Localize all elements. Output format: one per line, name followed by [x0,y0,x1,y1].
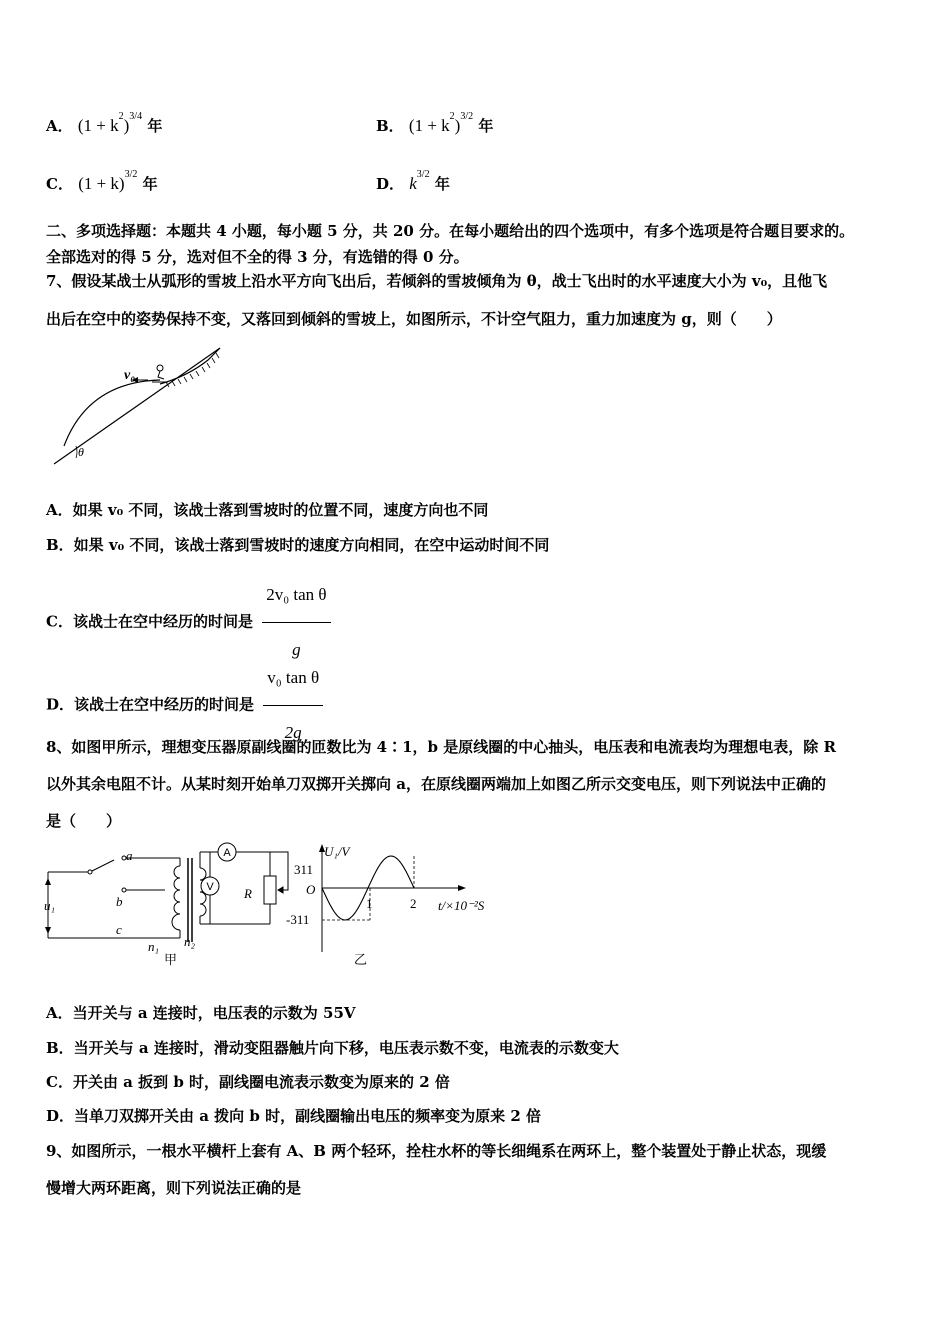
q8-ammeter-label: A [223,847,231,859]
q8-graph-origin: O [306,882,316,897]
q8-stem-line2: 以外其余电阻不计。从某时刻开始单刀双掷开关掷向 a，在原线圈两端加上如图乙所示交变电压，则下列说法中正确的 [46,775,826,793]
q8-graph-t2: 2 [410,896,417,911]
q7-stem-line2: 出后在空中的姿势保持不变，又落回到倾斜的雪坡上，如图所示，不计空气阻力，重力加速度为 g，则（ ） [46,310,782,328]
q7-option-d-fraction: $\frac{\text{v₀ tan θ}}{2g}$ [263,653,323,758]
q7-option-c: C．该战士在空中经历的时间是 $\frac{\text{2v₀ tan θ}}{g}$ [46,570,331,675]
q8-switch-blade [90,860,114,872]
q8-graph-xlabel: t/×10⁻²S [438,898,485,913]
q7-option-d: D．该战士在空中经历的时间是 $\frac{\text{v₀ tan θ}}{2g}$ [46,653,323,758]
q7-angle-arc [76,446,77,458]
q6-option-a: A． (1 + k2)3/4 年 [46,111,163,135]
q8-u1-label: u₁ [44,898,56,913]
q6-option-d: D． k3/2 年 [376,169,450,193]
q8-terminal-c: c [116,922,122,937]
q7-ski-slope-figure [48,342,233,470]
q6-option-b: B． (1 + k2)3/2 年 [376,111,494,135]
q8-terminal-a: a [126,848,133,863]
q6-option-d-math: k3/2 [409,169,430,193]
q8-R-label: R [244,886,252,901]
q8-option-a: A．当开关与 a 连接时，电压表的示数为 55V [46,1004,356,1022]
q6-option-c: C． (1 + k)3/2 年 [46,169,158,193]
q8-u1-arrow-down [45,927,51,934]
section2-heading-line2: 全部选对的得 5 分，选对但不全的得 3 分，有选错的得 0 分。 [46,248,469,266]
q7-theta-label: θ [78,445,84,459]
q8-option-c: C．开关由 a 扳到 b 时，副线圈电流表示数变为原来的 2 倍 [46,1073,450,1091]
q8-n2-label: n₂ [184,934,196,949]
q7-option-b: B．如果 v₀ 不同，该战士落到雪坡时的速度方向相同，在空中运动时间不同 [46,536,550,554]
q8-voltmeter-label: V [206,881,214,893]
q8-graph-caption: 乙 [354,953,368,968]
q8-option-b: B．当开关与 a 连接时，滑动变阻器触片向下移，电压表示数不变，电流表的示数变大 [46,1039,619,1057]
q6-option-a-math: (1 + k2)3/4 [77,111,143,135]
q7-option-a: A．如果 v₀ 不同，该战士落到雪坡时的位置不同，速度方向也不同 [46,501,489,519]
q7-v0-label: v₀ [124,368,136,383]
q8-circuit-diagram [40,838,300,968]
q8-resistor [264,876,276,904]
q8-circuit-caption: 甲 [164,953,178,968]
q8-graph-x-arrowhead [458,885,466,891]
q6-option-b-math: (1 + k2)3/2 [408,111,474,135]
q8-voltage-graph [282,840,507,968]
q8-terminal-b: b [116,894,123,909]
q9-stem-line2: 慢增大两环距离，则下列说法正确的是 [46,1179,302,1197]
q8-u1-arrow-up [45,878,51,885]
q7-skier-icon [152,365,168,382]
section2-heading-line1: 二、多项选择题：本题共 4 小题，每小题 5 分，共 20 分。在每小题给出的四个选项中，有多个选项是符合题目要求的。 [46,222,855,240]
q7-stem-line1: 7、假设某战士从弧形的雪坡上沿水平方向飞出后，若倾斜的雪坡倾角为 θ，战士飞出时的水平速度大小为 v₀，且他飞 [46,272,828,290]
q9-stem-line1: 9、如图所示，一根水平横杆上套有 A、B 两个轻环，拴柱水杯的等长细绳系在两环上，整个装置处于静止状态，现缓 [46,1142,827,1160]
q8-graph-ymin: -311 [286,912,310,927]
q8-graph-ymax: 311 [294,862,314,877]
q6-option-c-math: (1 + k)3/2 [78,169,138,193]
q8-graph-ylabel: U₁/V [324,844,350,859]
q8-stem-line1: 8、如图甲所示，理想变压器原副线圈的匝数比为 4∶1，b 是原线圈的中心抽头，电压表和电流表均为理想电表，除 R [46,738,836,756]
q8-graph-t1: 1 [366,896,373,911]
q7-slope-curve [160,348,220,384]
q7-trajectory [64,380,160,446]
q7-option-c-fraction: $\frac{\text{2v₀ tan θ}}{g}$ [262,570,330,675]
q8-stem-line3: 是（ ） [46,812,122,830]
q8-option-d: D．当单刀双掷开关由 a 拨向 b 时，副线圈输出电压的频率变为原来 2 倍 [46,1107,541,1125]
q8-n1-label: n₁ [148,939,160,954]
